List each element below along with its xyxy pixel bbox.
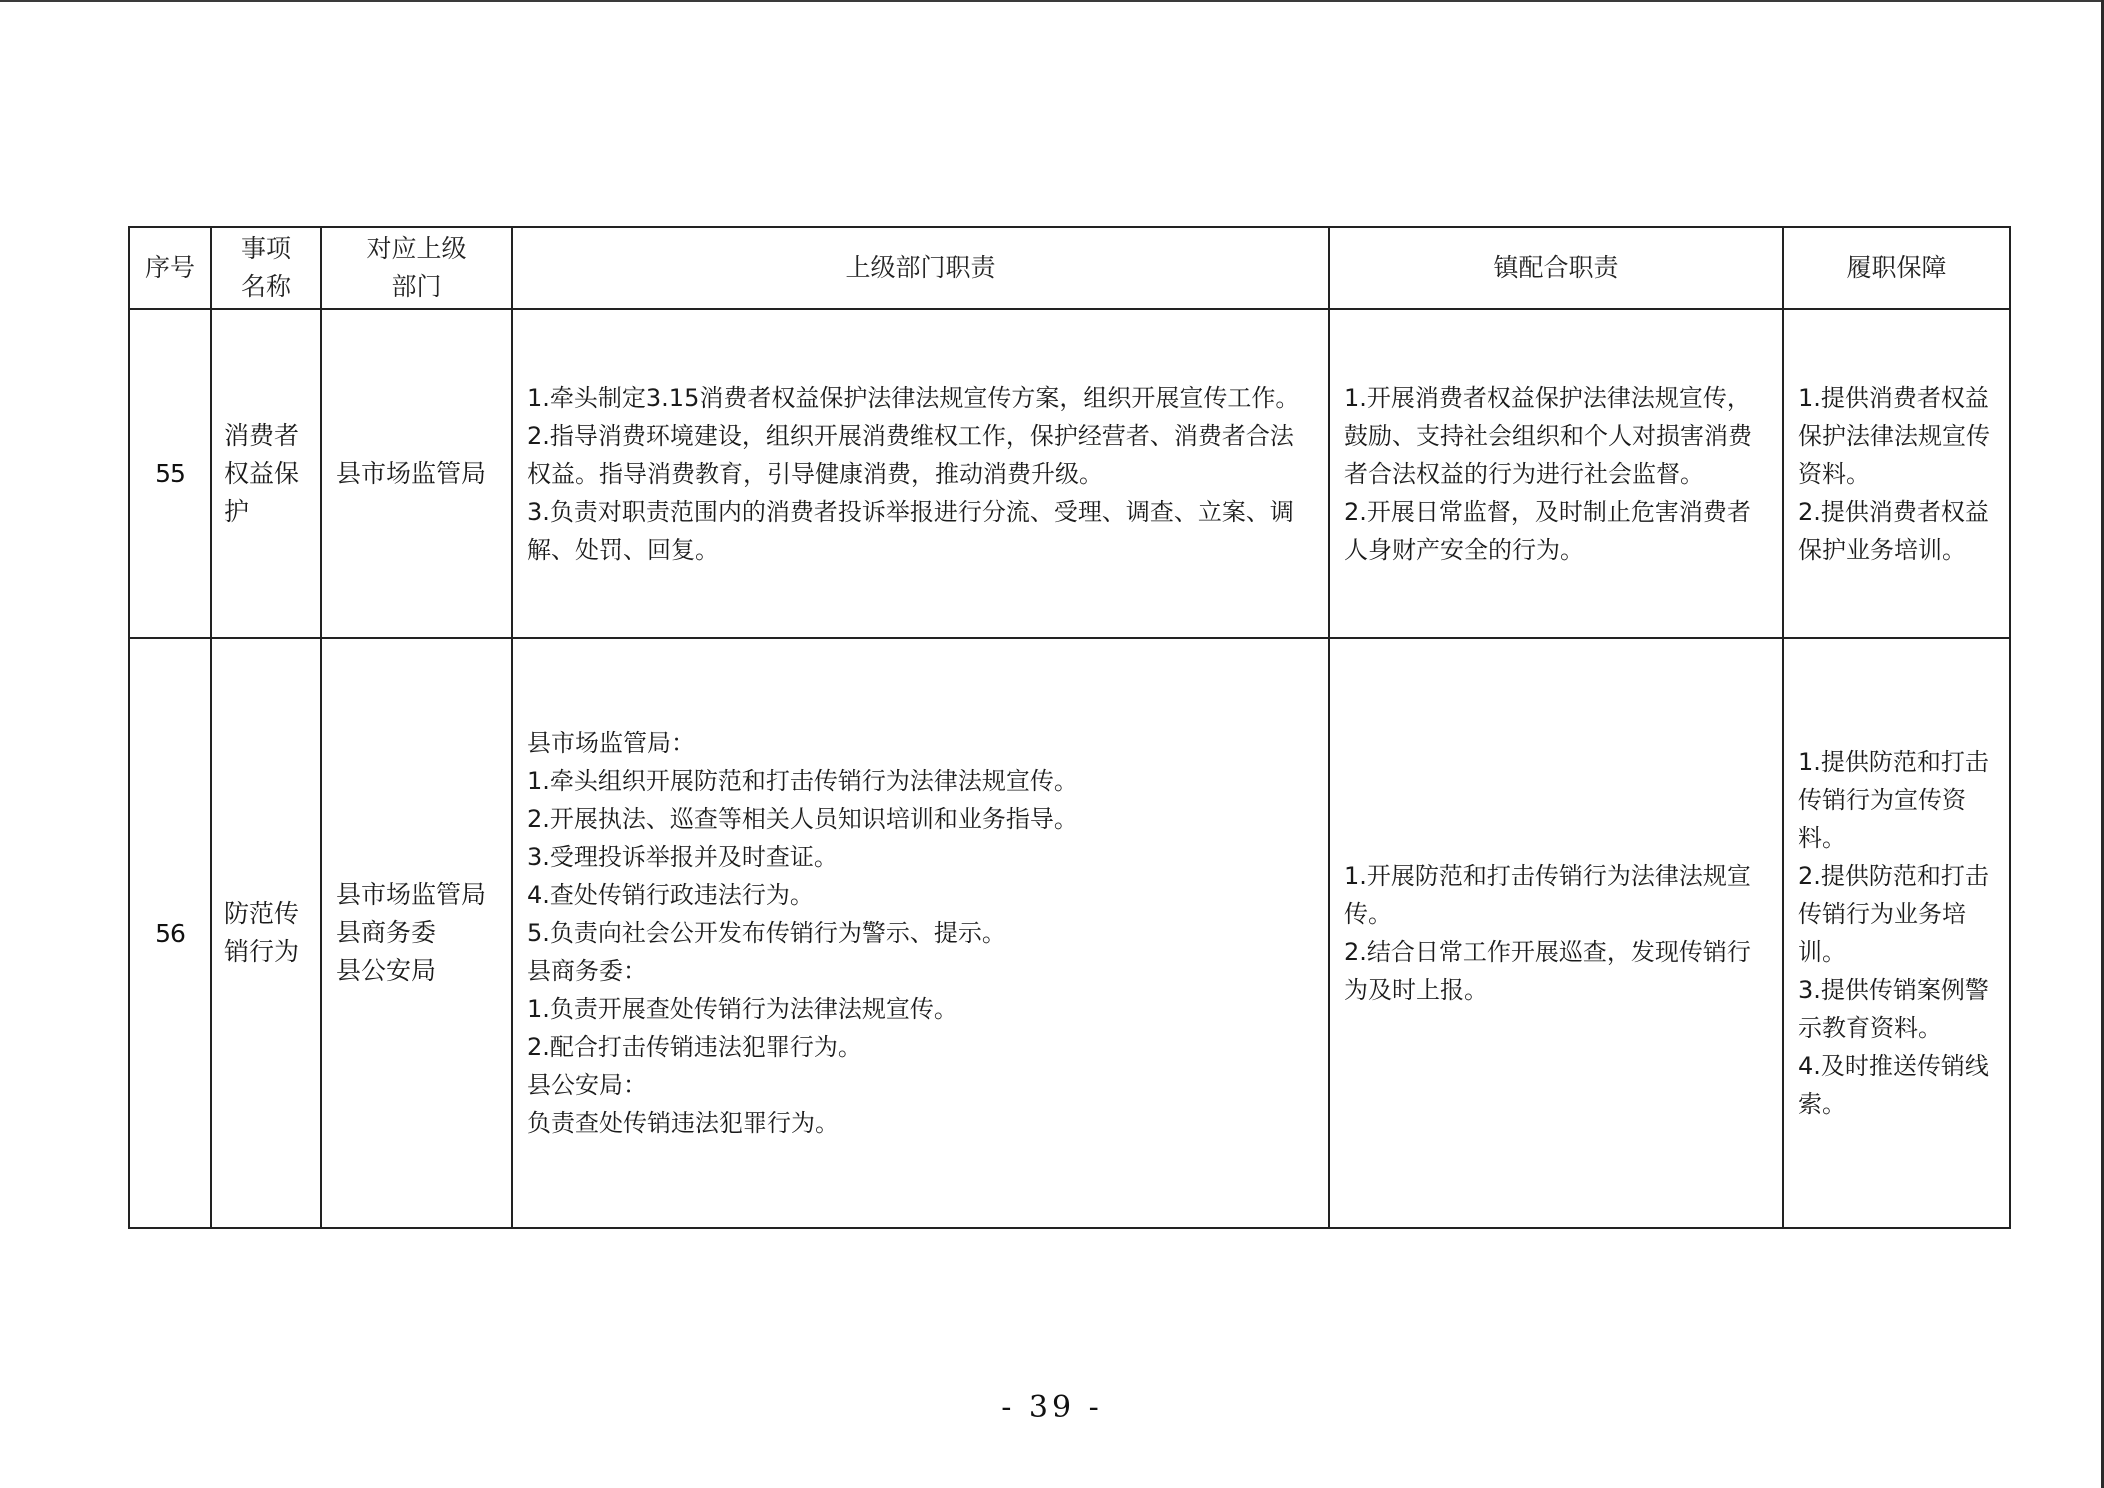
header-upper-department-line1: 对应上级: [366, 234, 467, 263]
row-serial-number-value: 56: [155, 918, 185, 948]
row-upper-department: [321, 638, 512, 1228]
duty-table: [128, 226, 2011, 1229]
upper-duty-item: 2.开展执法、巡查等相关人员知识培训和业务指导。: [527, 805, 1078, 833]
item-name-line: 防范传: [224, 899, 300, 928]
header-item-name-line1: 事项: [240, 234, 291, 263]
row-guarantee: [1783, 309, 2010, 638]
item-name-line: 销行为: [224, 937, 300, 966]
upper-duty-item: 1.牵头制定3.15消费者权益保护法律法规宣传方案，组织开展宣传工作。: [527, 383, 1300, 412]
header-upper-duty-label: 上级部门职责: [845, 253, 996, 282]
page-top-border: [0, 0, 2104, 2]
row-upper-duty: [512, 309, 1329, 638]
upper-duty-subheading: 县市场监管局：: [527, 729, 695, 757]
row-upper-department: [321, 309, 512, 638]
town-duty-item: 1.开展消费者权益保护法律法规宣传，鼓励、支持社会组织和个人对损害消费者合法权益的行为进行社会监督。: [1344, 383, 1752, 488]
header-town-duty: [1329, 227, 1783, 309]
row-town-duty: [1329, 638, 1783, 1228]
table-row: [129, 309, 2010, 638]
upper-duty-item: 5.负责向社会公开发布传销行为警示、提示。: [527, 919, 1006, 947]
town-duty-item: 2.开展日常监督，及时制止危害消费者人身财产安全的行为。: [1344, 497, 1751, 564]
guarantee-item: 2.提供消费者权益保护业务培训。: [1798, 497, 1989, 564]
guarantee-item: 1.提供消费者权益保护法律法规宣传资料。: [1798, 383, 1990, 488]
upper-duty-item: 2.指导消费环境建设，组织开展消费维权工作，保护经营者、消费者合法权益。指导消费教育，引导健康消费，推动消费升级。: [527, 421, 1294, 488]
table-row: [129, 638, 2010, 1228]
upper-duty-item: 1.牵头组织开展防范和打击传销行为法律法规宣传。: [527, 767, 1078, 795]
table-header-row: [129, 227, 2010, 309]
item-name-line: 权益保: [224, 458, 300, 488]
department-name: 县公安局: [336, 956, 437, 985]
guarantee-item: 1.提供防范和打击传销行为宣传资料。: [1798, 748, 1989, 852]
row-serial-number: [129, 638, 211, 1228]
header-serial-number: [129, 227, 211, 309]
upper-duty-item: 2.配合打击传销违法犯罪行为。: [527, 1033, 862, 1061]
department-name: 县市场监管局: [336, 458, 487, 488]
guarantee-item: 4.及时推送传销线索。: [1798, 1052, 1989, 1118]
upper-duty-subheading: 县公安局：: [527, 1071, 647, 1099]
town-duty-item: 1.开展防范和打击传销行为法律法规宣传。: [1344, 862, 1751, 928]
row-upper-duty: [512, 638, 1329, 1228]
header-serial-number-label: 序号: [144, 253, 195, 282]
row-serial-number: [129, 309, 211, 638]
header-item-name-line2: 名称: [240, 272, 291, 301]
row-serial-number-value: 55: [155, 459, 185, 488]
row-item-name: [211, 638, 321, 1228]
upper-duty-item: 3.负责对职责范围内的消费者投诉举报进行分流、受理、调查、立案、调解、处罚、回复。: [527, 497, 1294, 564]
guarantee-item: 3.提供传销案例警示教育资料。: [1798, 976, 1989, 1042]
guarantee-item: 2.提供防范和打击传销行为业务培训。: [1798, 862, 1989, 966]
upper-duty-item: 3.受理投诉举报并及时查证。: [527, 843, 838, 871]
upper-duty-item: 负责查处传销违法犯罪行为。: [527, 1109, 839, 1137]
header-guarantee-label: 履职保障: [1846, 253, 1947, 282]
header-upper-duty: [512, 227, 1329, 309]
upper-duty-item: 1.负责开展查处传销行为法律法规宣传。: [527, 995, 958, 1023]
town-duty-item: 2.结合日常工作开展巡查，发现传销行为及时上报。: [1344, 938, 1751, 1004]
upper-duty-subheading: 县商务委：: [527, 957, 647, 985]
department-name: 县商务委: [336, 918, 437, 947]
header-upper-department: [321, 227, 512, 309]
row-guarantee: [1783, 638, 2010, 1228]
row-town-duty: [1329, 309, 1783, 638]
header-upper-department-line2: 部门: [391, 272, 442, 301]
item-name-line: 消费者: [224, 420, 300, 450]
row-item-name: [211, 309, 321, 638]
upper-duty-item: 4.查处传销行政违法行为。: [527, 881, 814, 909]
page-number: - 39 -: [1001, 1390, 1103, 1425]
header-item-name: [211, 227, 321, 309]
header-guarantee: [1783, 227, 2010, 309]
department-name: 县市场监管局: [336, 880, 487, 909]
item-name-line: 护: [224, 496, 250, 526]
header-town-duty-label: 镇配合职责: [1493, 253, 1619, 282]
